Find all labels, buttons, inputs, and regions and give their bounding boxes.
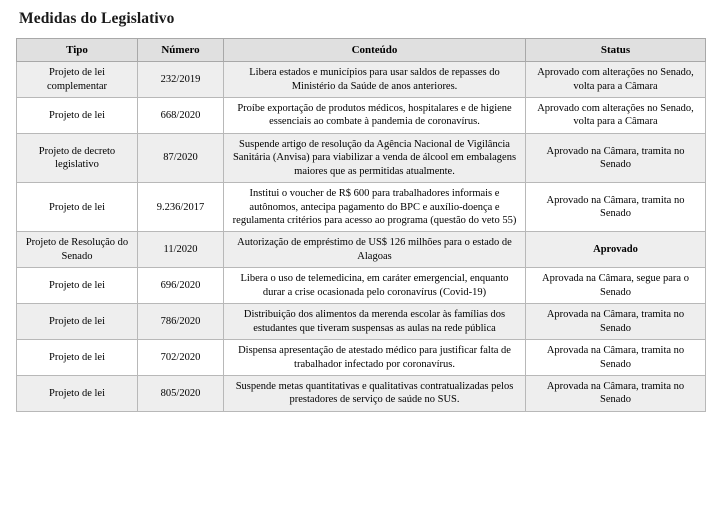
cell-numero: 11/2020 — [138, 232, 224, 268]
column-header-status: Status — [526, 39, 706, 62]
column-header-numero: Número — [138, 39, 224, 62]
table-row — [17, 183, 706, 232]
table-row — [17, 97, 706, 133]
table-row — [17, 133, 706, 182]
cell-tipo: Projeto de lei — [17, 268, 138, 304]
table-row — [17, 375, 706, 411]
cell-conteudo: Libera o uso de telemedicina, em caráter emergencial, enquanto durar a crise ocasionada pelo coronavírus (Covid-19) — [224, 268, 526, 304]
measures-table — [16, 38, 706, 412]
table-body — [17, 62, 706, 412]
cell-numero: 696/2020 — [138, 268, 224, 304]
cell-tipo: Projeto de lei — [17, 340, 138, 376]
cell-conteudo: Autorização de empréstimo de US$ 126 milhões para o estado de Alagoas — [224, 232, 526, 268]
cell-status: Aprovada na Câmara, tramita no Senado — [526, 340, 706, 376]
cell-numero: 786/2020 — [138, 304, 224, 340]
table-row — [17, 268, 706, 304]
cell-status: Aprovado na Câmara, tramita no Senado — [526, 133, 706, 182]
cell-status: Aprovado — [526, 232, 706, 268]
cell-conteudo: Suspende metas quantitativas e qualitativas contratualizadas pelos prestadores de serviço de saúde no SUS. — [224, 375, 526, 411]
cell-tipo: Projeto de lei complementar — [17, 62, 138, 98]
cell-tipo: Projeto de lei — [17, 183, 138, 232]
cell-conteudo: Institui o voucher de R$ 600 para trabalhadores informais e autônomos, antecipa pagamento do BPC e auxílio-doença e regulamenta critérios para acesso ao programa (questão do veto 55) — [224, 183, 526, 232]
table-row — [17, 232, 706, 268]
cell-conteudo: Proíbe exportação de produtos médicos, hospitalares e de higiene essenciais ao combate à pandemia de coronavírus. — [224, 97, 526, 133]
cell-status: Aprovado com alterações no Senado, volta para a Câmara — [526, 97, 706, 133]
cell-conteudo: Dispensa apresentação de atestado médico para justificar falta de trabalhador infectado por coronavírus. — [224, 340, 526, 376]
table-header — [17, 39, 706, 62]
cell-conteudo: Suspende artigo de resolução da Agência Nacional de Vigilância Sanitária (Anvisa) para viabilizar a venda de álcool em embalagens maiores que as permitidas atualmente. — [224, 133, 526, 182]
table-header-row — [17, 39, 706, 62]
table-row — [17, 340, 706, 376]
cell-tipo: Projeto de lei — [17, 304, 138, 340]
cell-numero: 805/2020 — [138, 375, 224, 411]
cell-tipo: Projeto de decreto legislativo — [17, 133, 138, 182]
cell-numero: 232/2019 — [138, 62, 224, 98]
cell-status: Aprovado com alterações no Senado, volta para a Câmara — [526, 62, 706, 98]
cell-numero: 9.236/2017 — [138, 183, 224, 232]
column-header-conteudo: Conteúdo — [224, 39, 526, 62]
cell-status: Aprovada na Câmara, segue para o Senado — [526, 268, 706, 304]
cell-tipo: Projeto de lei — [17, 375, 138, 411]
table-row — [17, 304, 706, 340]
column-header-tipo: Tipo — [17, 39, 138, 62]
cell-numero: 668/2020 — [138, 97, 224, 133]
cell-tipo: Projeto de lei — [17, 97, 138, 133]
cell-numero: 702/2020 — [138, 340, 224, 376]
page-title: Medidas do Legislativo — [19, 10, 175, 27]
cell-status: Aprovada na Câmara, tramita no Senado — [526, 375, 706, 411]
table-row — [17, 62, 706, 98]
cell-tipo: Projeto de Resolução do Senado — [17, 232, 138, 268]
cell-status: Aprovado na Câmara, tramita no Senado — [526, 183, 706, 232]
cell-numero: 87/2020 — [138, 133, 224, 182]
cell-conteudo: Distribuição dos alimentos da merenda escolar às famílias dos estudantes que tiveram suspensas as aulas na rede pública — [224, 304, 526, 340]
cell-status: Aprovada na Câmara, tramita no Senado — [526, 304, 706, 340]
cell-conteudo: Libera estados e municípios para usar saldos de repasses do Ministério da Saúde de anos anteriores. — [224, 62, 526, 98]
